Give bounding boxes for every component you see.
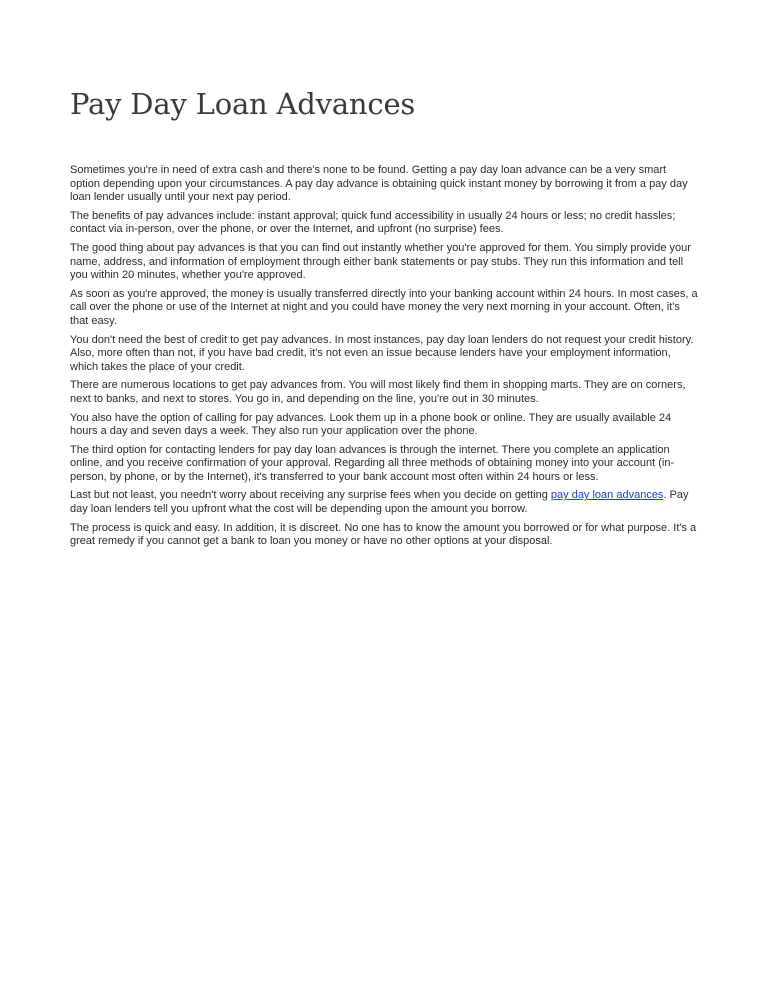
paragraph: The good thing about pay advances is that you can find out instantly whether you're approved for them. You simply provide your name, address, and information of employment through either bank statements or pay stubs. They run this information and tell you within 20 minutes, whether you're approved.	[70, 241, 691, 282]
paragraph: The third option for contacting lenders for pay day loan advances is through the internet. There you complete an application online, and you receive confirmation of your approval. Regarding all three methods of obtaining money into your account (in-person, by phone, or by the Internet), it's transferred to your bank account most often within 24 hours or less.	[70, 443, 675, 483]
page-title: Pay Day Loan Advances	[70, 87, 416, 121]
paragraph: You don't need the best of credit to get pay advances. In most instances, pay day loan lenders do not request your credit history. Also, more often than not, if you have bad credit, it's not even an issue because lenders have your employment information, which takes the place of your credit.	[70, 333, 694, 373]
paragraph: Sometimes you're in need of extra cash and there's none to be found. Getting a pay day loan advance can be a very smart option depending upon your circumstances. A pay day advance is obtaining quick instant money by borrowing it from a pay day loan lender usually until your next pay period.	[70, 164, 688, 204]
paragraph-text-after-link: . Pay day loan lenders tell you upfront what the cost will be depending upon the amount you borrow.	[70, 489, 689, 516]
paragraph: The benefits of pay advances include: instant approval; quick fund accessibility in usually 24 hours or less; no credit hassles; contact via in-person, over the phone, or over the Internet, and upfront (no surprise) fees.	[70, 209, 676, 236]
paragraph: As soon as you're approved, the money is usually transferred directly into your banking account within 24 hours. In most cases, a call over the phone or use of the Internet at night and you could have money the very next morning in your account. Often, it's that easy.	[70, 287, 698, 327]
paragraph-text-before-link: Last but not least, you needn't worry about receiving any surprise fees when you decide on getting	[70, 489, 551, 502]
pay-day-loan-advances-link[interactable]: pay day loan advances	[550, 489, 664, 502]
paragraph-with-link	[70, 489, 698, 516]
closing-paragraph: The process is quick and easy. In addition, it is discreet. No one has to know the amount you borrowed or for what purpose. It's a great remedy if you cannot get a bank to loan you money or have no other options at your disposal.	[70, 521, 697, 548]
document-body	[70, 164, 698, 554]
paragraph: You also have the option of calling for pay advances. Look them up in a phone book or online. They are usually available 24 hours a day and seven days a week. They also run your application over the phone.	[70, 411, 672, 438]
paragraph: There are numerous locations to get pay advances from. You will most likely find them in shopping marts. They are on corners, next to banks, and next to stores. You go in, and depending on the line, you're out in 30 minutes.	[70, 379, 686, 405]
